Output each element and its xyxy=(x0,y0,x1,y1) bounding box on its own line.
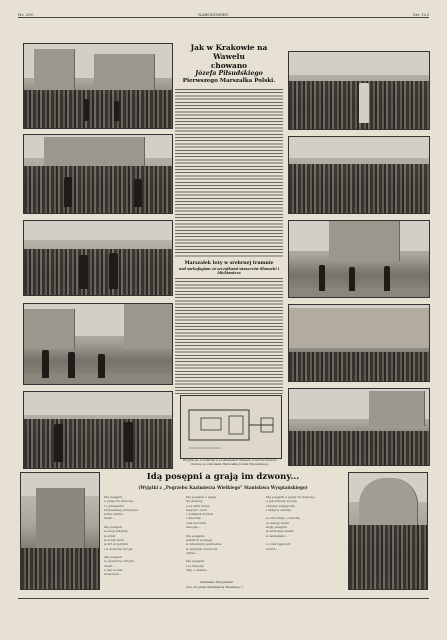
article-body-1 xyxy=(175,89,283,257)
photo-troops-parade xyxy=(288,388,430,466)
page-header xyxy=(18,8,429,22)
photo-crypt-entrance xyxy=(20,472,100,590)
article-title-line2: chowano xyxy=(210,61,248,70)
photo-wawel-courtyard xyxy=(288,304,430,382)
article-title-line3: Józefa Piłsudskiego xyxy=(195,70,263,77)
header-right: Str. 123 xyxy=(413,12,429,17)
article-subhead-1: Marszałek leży w srebrnej trumnie xyxy=(184,261,274,266)
article-title-line4: Pierwszego Marszałka Polski. xyxy=(182,78,276,84)
header-rule xyxy=(18,17,429,18)
poem-title: Idą posępni a grają im dzwony... xyxy=(146,472,300,482)
poem-subtitle: (Wyjątki z „Pogrzebu Kazimierza Wielkiego" Stanisława Wyspiańskiego) xyxy=(138,485,308,490)
header-left: Nr. 20C xyxy=(18,12,34,17)
photo-coffin-bearers xyxy=(348,472,428,590)
photo-soldiers-line xyxy=(288,136,430,214)
poem-column-2: Idą posępni a grają im dzwony a za nimi niosą książąt i ruch z polskich królów i szlachty całe koronne mnogie... Idą posępni, wielkich powagą w żałobnym pochodzie w ciężkich marszów rytmu... Idą posępni i w dzwony biją, a wszak... xyxy=(186,495,222,573)
photo-procession-1 xyxy=(23,43,173,129)
photo-honor-guard xyxy=(288,51,430,130)
photo-cathedral-approach xyxy=(288,220,430,298)
photo-generals xyxy=(23,220,173,296)
article-subhead-2: nad sarkofagiem ze szczątkami wieszczów Słowacki i Mickiewicza xyxy=(178,266,280,275)
photo-officers xyxy=(23,391,173,469)
poem-source: (Na „Pogrzeb Kazimierza Wielkiego") xyxy=(186,585,243,589)
poem-column-1: Idą posępni a grają im dzwony... i z przepaści królewskiej przybywa króla żałoba nieść... Idą posępni w swój żałobny pochód w szaty złote w kir przybrani i w srebrne zbroje idą posępni w pancerze zbrojni nieść... a idą w takt dzwonów... xyxy=(104,495,138,577)
poem-column-3: Idą posępni a grają im dzwony... a jak dziecię w bólu zbrojne posągi idą i dalej w ziemię... w całe kraju, a Duchy w naszej ziemi stoją posępni w sarkofag wielki w wiekuiste... i z ciał żyjących naród... xyxy=(266,495,317,551)
article-body-2 xyxy=(175,278,283,396)
crypt-plan-diagram xyxy=(180,395,282,459)
photo-march-square xyxy=(23,303,173,385)
footer-rule xyxy=(18,598,429,599)
poem-signature: Stanisław Wyspiański xyxy=(200,580,233,584)
photo-funeral-carriage xyxy=(23,134,173,214)
article-title-line1: Jak w Krakowie na Wawelu xyxy=(190,43,268,61)
crypt-plan-caption: Krypta św. Leonarda w podziemiach Wawelu w której złożono trumnę ze zwłokami Marszałka Józefa Piłsudskiego. xyxy=(183,458,277,466)
header-center: NARODOWIEC xyxy=(198,12,229,17)
